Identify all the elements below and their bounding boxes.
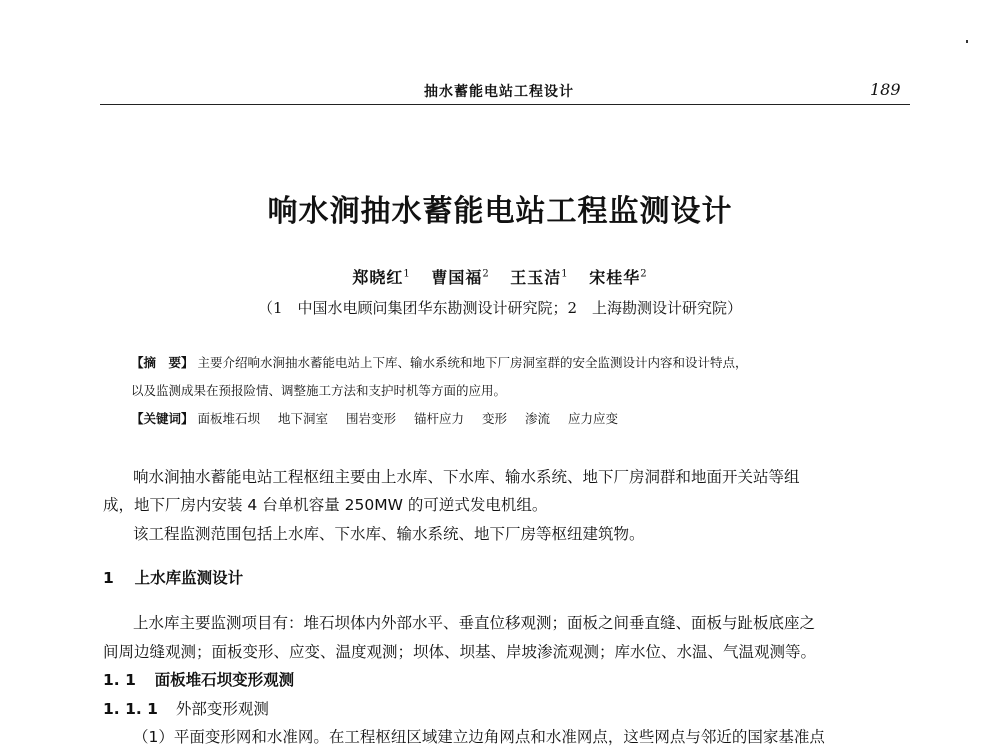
author-affiliation-mark: 1	[561, 268, 569, 280]
keyword: 锚杆应力	[414, 411, 465, 426]
item-1-line: （1）平面变形网和水准网。在工程枢纽区域建立边角网点和水准网点，这些网点与邻近的国家基准点	[133, 728, 825, 746]
scope-paragraph: 该工程监测范围包括上水库、下水库、输水系统、地下厂房等枢纽建筑物。	[133, 525, 645, 543]
author-name: 郑晓红	[352, 268, 404, 287]
author-affiliation-mark: 1	[403, 268, 411, 280]
section-1-paragraph-line-1: 上水库主要监测项目有：堆石坝体内外部水平、垂直位移观测；面板之间垂直缝、面板与趾板底座之	[133, 614, 816, 632]
section-number: 1	[103, 569, 114, 587]
keyword: 面板堆石坝	[197, 411, 261, 426]
intro-paragraph-line-1: 响水涧抽水蓄能电站工程枢纽主要由上水库、下水库、输水系统、地下厂房洞群和地面开关站等组	[133, 468, 800, 486]
affiliations: （1 中国水电顾问集团华东勘测设计研究院；2 上海勘测设计研究院）	[257, 299, 743, 317]
section-title: 外部变形观测	[175, 700, 269, 718]
running-title: 抽水蓄能电站工程设计	[424, 84, 574, 100]
section-number: 1. 1. 1	[103, 700, 158, 718]
keyword: 变形	[482, 411, 508, 426]
section-1-paragraph-line-2: 间周边缝观测；面板变形、应变、温度观测；坝体、坝基、岸坡渗流观测；库水位、水温、气温观测等。	[103, 643, 817, 661]
keywords-line	[131, 409, 632, 427]
author-name: 曹国福	[431, 268, 483, 287]
section-number: 1. 1	[103, 671, 136, 689]
author-affiliation-mark: 2	[640, 268, 648, 280]
author-affiliation-mark: 2	[482, 268, 490, 280]
keyword: 应力应变	[568, 411, 619, 426]
author-list	[0, 265, 1000, 288]
section-1-1-heading	[103, 668, 294, 690]
keyword: 地下洞室	[278, 411, 329, 426]
section-title: 面板堆石坝变形观测	[154, 671, 295, 689]
keyword: 围岩变形	[346, 411, 397, 426]
section-1-heading	[103, 566, 243, 588]
keyword: 渗流	[525, 411, 551, 426]
section-title: 上水库监测设计	[134, 569, 244, 587]
intro-paragraph-line-2: 成，地下厂房内安装 4 台单机容量 250MW 的可逆式发电机组。	[103, 496, 548, 514]
author-name: 宋桂华	[589, 268, 641, 287]
paper-title: 响水涧抽水蓄能电站工程监测设计	[267, 194, 733, 229]
abstract-label: 【摘 要】	[131, 355, 194, 370]
abstract-line-1	[131, 353, 748, 371]
scan-speck	[966, 40, 968, 43]
abstract-text: 主要介绍响水涧抽水蓄能电站上下库、输水系统和地下厂房洞室群的安全监测设计内容和设计特点，	[197, 355, 748, 370]
abstract-line-2: 以及监测成果在预报险情、调整施工方法和支护时机等方面的应用。	[131, 383, 507, 398]
keywords-label: 【关键词】	[131, 411, 194, 426]
header-rule	[100, 104, 910, 105]
page-number: 189	[870, 80, 901, 99]
author-name: 王玉洁	[510, 268, 562, 287]
section-1-1-1-heading	[103, 697, 269, 719]
